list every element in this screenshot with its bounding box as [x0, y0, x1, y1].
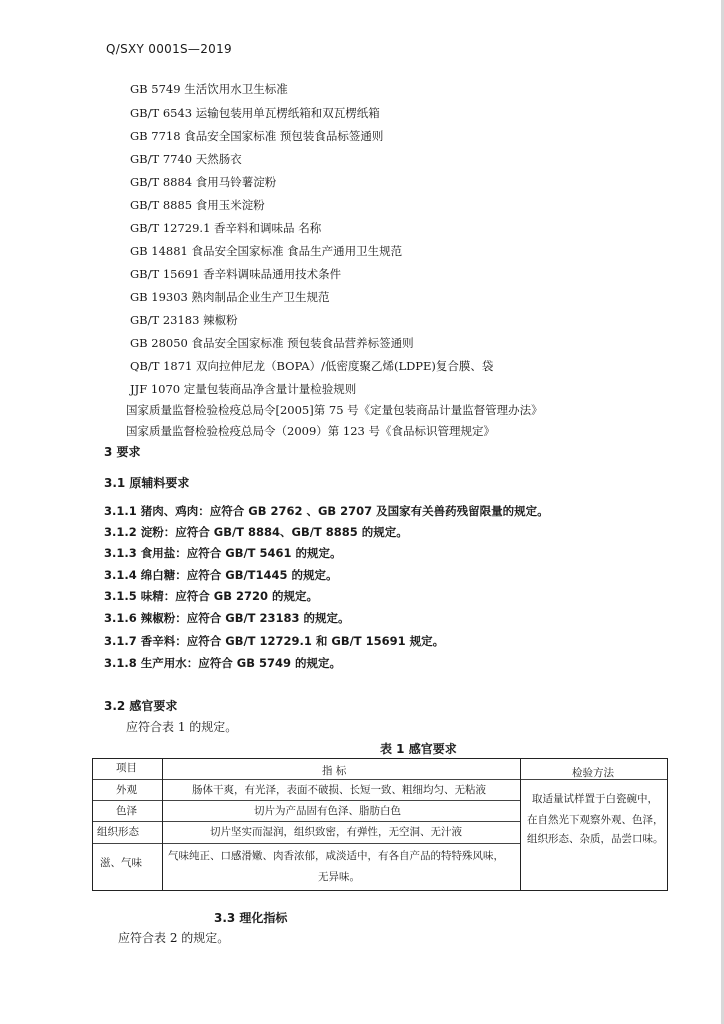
requirement-item: 3.1.2 淀粉：应符合 GB/T 8884、GB/T 8885 的规定。 — [104, 525, 408, 539]
reference-item: JJF 1070 定量包装商品净含量计量检验规则 — [130, 382, 357, 396]
section-text: 应符合表 2 的规定。 — [118, 931, 230, 945]
column-header-indicator: 指 标 — [322, 765, 347, 777]
requirement-item: 3.1.5 味精：应符合 GB 2720 的规定。 — [104, 589, 318, 603]
table-cell-indicator: 气味纯正、口感滑嫩、肉香浓郁，咸淡适中，有各自产品的特特殊风味， — [168, 850, 504, 862]
requirement-item: 3.1.8 生产用水：应符合 GB 5749 的规定。 — [104, 656, 341, 670]
reference-item: GB/T 8885 食用玉米淀粉 — [130, 198, 265, 212]
reference-item: GB/T 12729.1 香辛料和调味品 名称 — [130, 221, 322, 235]
reference-item: 国家质量监督检验检疫总局令[2005]第 75 号《定量包装商品计量监督管理办法》 — [126, 403, 543, 417]
table-cell-indicator: 无异味。 — [318, 871, 360, 883]
section-heading: 3.3 理化指标 — [214, 911, 288, 925]
requirement-item: 3.1.7 香辛料：应符合 GB/T 12729.1 和 GB/T 15691 规定。 — [104, 634, 445, 648]
table-cell-item: 滋、气味 — [100, 857, 142, 869]
reference-item: GB/T 6543 运输包装用单瓦楞纸箱和双瓦楞纸箱 — [130, 106, 380, 120]
table-cell-item: 外观 — [116, 784, 137, 796]
section-heading: 3.2 感官要求 — [104, 699, 178, 713]
method-text: 在自然光下观察外观、色泽， — [527, 814, 664, 826]
column-header-method: 检验方法 — [572, 767, 614, 779]
reference-item: GB/T 15691 香辛料调味品通用技术条件 — [130, 267, 342, 281]
reference-item: GB/T 23183 辣椒粉 — [130, 313, 238, 327]
requirement-item: 3.1.1 猪肉、鸡肉：应符合 GB 2762 、GB 2707 及国家有关兽药残留限量的规定。 — [104, 504, 549, 518]
method-text: 组织形态、杂质，品尝口味。 — [527, 833, 664, 845]
reference-item: GB/T 7740 天然肠衣 — [130, 152, 242, 166]
section-heading: 3.1 原辅料要求 — [104, 476, 190, 490]
reference-item: 国家质量监督检验检疫总局令（2009）第 123 号《食品标识管理规定》 — [126, 424, 496, 438]
reference-item: GB/T 8884 食用马铃薯淀粉 — [130, 175, 277, 189]
column-header-item: 项目 — [116, 762, 137, 774]
table-cell-indicator: 肠体干爽，有光泽，表面不破损、长短一致、粗细均匀、无粘液 — [192, 784, 486, 796]
reference-item: QB/T 1871 双向拉伸尼龙（BOPA）/低密度聚乙烯(LDPE)复合膜、袋 — [130, 359, 494, 373]
reference-item: GB 14881 食品安全国家标准 食品生产通用卫生规范 — [130, 244, 403, 258]
section-text: 应符合表 1 的规定。 — [126, 720, 238, 734]
requirement-item: 3.1.3 食用盐：应符合 GB/T 5461 的规定。 — [104, 546, 342, 560]
method-text: 取适量试样置于白瓷碗中， — [532, 793, 658, 805]
table-caption: 表 1 感官要求 — [380, 742, 457, 756]
table-cell-item: 组织形态 — [97, 826, 139, 838]
reference-item: GB 28050 食品安全国家标准 预包装食品营养标签通则 — [130, 336, 414, 350]
requirement-item: 3.1.6 辣椒粉：应符合 GB/T 23183 的规定。 — [104, 611, 350, 625]
requirement-item: 3.1.4 绵白糖：应符合 GB/T1445 的规定。 — [104, 568, 338, 582]
reference-item: GB 7718 食品安全国家标准 预包装食品标签通则 — [130, 129, 384, 143]
table-cell-indicator: 切片坚实而湿润，组织致密，有弹性，无空洞、无汁液 — [210, 826, 462, 838]
section-heading: 3 要求 — [104, 445, 141, 459]
table-cell-indicator: 切片为产品固有色泽、脂肪白色 — [254, 805, 401, 817]
reference-item: GB 19303 熟肉制品企业生产卫生规范 — [130, 290, 330, 304]
document-code: Q/SXY 0001S—2019 — [106, 42, 232, 56]
table-cell-item: 色泽 — [116, 805, 137, 817]
reference-item: GB 5749 生活饮用水卫生标准 — [130, 82, 288, 96]
